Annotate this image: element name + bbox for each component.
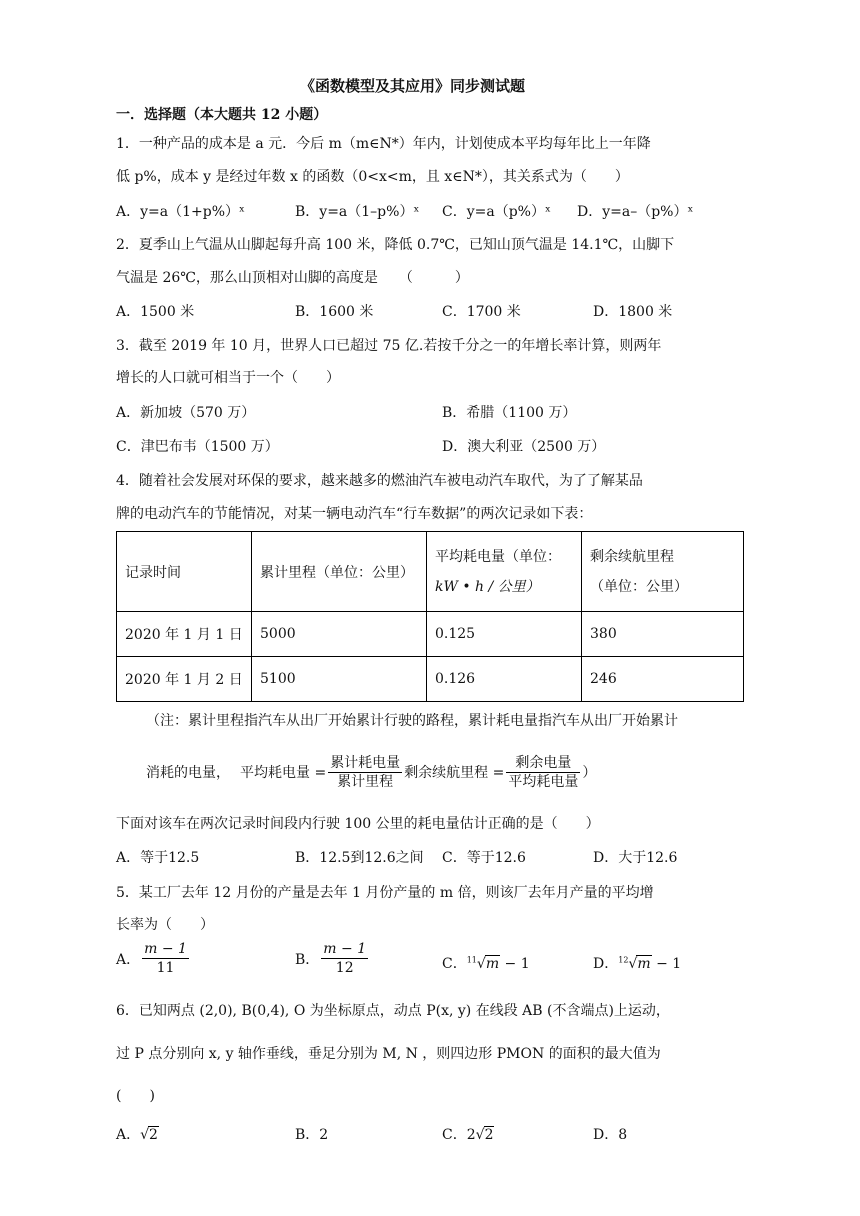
q2-option-d: D．1800 米 xyxy=(593,304,673,320)
table-cell: 380 xyxy=(582,612,744,657)
fraction-denominator: 12 xyxy=(335,960,354,976)
q2-line2: 气温是 26℃，那么山顶相对山脚的高度是 （ ） xyxy=(116,270,469,286)
table-cell: 246 xyxy=(582,657,744,702)
q6-option-c xyxy=(442,1124,494,1144)
q3-option-c: C．津巴布韦（1500 万） xyxy=(116,439,279,455)
table-header-line: （单位：公里） xyxy=(590,578,688,595)
radicand: m xyxy=(485,956,500,972)
option-label: B． xyxy=(295,951,320,968)
table-header-cell xyxy=(427,532,582,612)
table-header-cell xyxy=(582,532,744,612)
fraction-numerator: 剩余电量 xyxy=(506,754,580,773)
q1-option-c: C．y=a（p%）ˣ xyxy=(442,204,551,220)
table-header-cell: 记录时间 xyxy=(117,532,252,612)
table-cell: 0.126 xyxy=(427,657,582,702)
q5-line2: 长率为（ ） xyxy=(116,917,214,933)
q4-formula-line xyxy=(146,748,596,796)
q4-option-d: D．大于12.6 xyxy=(593,850,678,866)
q4-note-line1: （注：累计里程指汽车从出厂开始累计行驶的路程，累计耗电量指汽车从出厂开始累计 xyxy=(146,713,678,729)
q1-line1: 1．一种产品的成本是 a 元．今后 m（m∈N*）年内，计划使成本平均每年比上一年降 xyxy=(116,136,651,152)
option-fraction xyxy=(142,940,189,977)
q6-option-d: D．8 xyxy=(593,1127,628,1143)
option-label: D． xyxy=(593,956,619,972)
q3-line2: 增长的人口就可相当于一个（ ） xyxy=(116,370,340,386)
fraction-denominator: 累计里程 xyxy=(337,773,394,790)
q6-line1: 6．已知两点 (2,0), B(0,4), O 为坐标原点，动点 P(x, y) 在线段 AB (不含端点)上运动， xyxy=(116,1003,670,1019)
q4-option-c: C．等于12.6 xyxy=(442,850,526,866)
q5-option-a xyxy=(116,940,191,977)
table-header-line: kW • h / 公里） xyxy=(435,578,540,595)
q3-option-b: B．希腊（1100 万） xyxy=(442,405,577,421)
fraction-denominator: 11 xyxy=(156,960,175,976)
q5-option-c xyxy=(442,953,530,973)
q5-option-b xyxy=(295,940,370,977)
q6-option-a xyxy=(116,1124,159,1144)
table-cell: 0.125 xyxy=(427,612,582,657)
formula-lhs: 平均耗电量 = xyxy=(240,765,327,781)
formula-lhs: 剩余续航里程 = xyxy=(404,765,505,781)
q4-line3: 下面对该车在两次记录时间段内行驶 100 公里的耗电量估计正确的是（ ） xyxy=(116,816,600,832)
radical-sign: √ xyxy=(476,956,486,972)
option-label: C． xyxy=(442,1127,467,1143)
q1-option-a: A．y=a（1+p%）ˣ xyxy=(116,204,245,220)
q1-option-d: D．y=a–（p%）ˣ xyxy=(577,204,694,220)
q3-line1: 3．截至 2019 年 10 月，世界人口已超过 75 亿.若按千分之一的年增长率计算，则两年 xyxy=(116,338,662,354)
root-index: 12 xyxy=(618,955,629,965)
radical-sign: √ xyxy=(628,956,638,972)
q4-line1: 4．随着社会发展对环保的要求，越来越多的燃油汽车被电动汽车取代，为了了解某品 xyxy=(116,473,643,489)
q4-option-a: A．等于12.5 xyxy=(116,850,200,866)
formula-fraction xyxy=(328,754,402,791)
table-cell: 2020 年 1 月 1 日 xyxy=(117,612,252,657)
table-header-row xyxy=(117,532,744,612)
option-label: A． xyxy=(116,1127,141,1143)
q2-line1: 2．夏季山上气温从山脚起每升高 100 米，降低 0.7℃，已知山顶气温是 14.1℃，山脚下 xyxy=(116,237,675,253)
q4-note-prefix: 消耗的电量， xyxy=(146,765,230,781)
q4-note-suffix: ） xyxy=(582,765,597,781)
table-header-line: 剩余续航里程 xyxy=(590,548,674,565)
section-heading: 一．选择题（本大题共 12 小题） xyxy=(116,107,328,123)
q2-option-a: A．1500 米 xyxy=(116,304,195,320)
q4-line2: 牌的电动汽车的节能情况，对某一辆电动汽车“行车数据”的两次记录如下表： xyxy=(116,506,593,522)
q1-option-b: B．y=a（1–p%）ˣ xyxy=(295,204,420,220)
q5-line1: 5．某工厂去年 12 月份的产量是去年 1 月份产量的 m 倍，则该厂去年月产量的平均增 xyxy=(116,885,654,901)
radical-sign: √ xyxy=(475,1127,485,1143)
coefficient: 2 xyxy=(466,1127,476,1143)
q6-line2: 过 P 点分别向 x, y 轴作垂线，垂足分别为 M, N ，则四边形 PMON 的面积的最大值为 xyxy=(116,1046,661,1062)
q2-option-c: C．1700 米 xyxy=(442,304,521,320)
table-row xyxy=(117,657,744,702)
q3-option-d: D．澳大利亚（2500 万） xyxy=(442,439,606,455)
radicand: m xyxy=(637,956,651,972)
table-cell: 2020 年 1 月 2 日 xyxy=(117,657,252,702)
option-fraction xyxy=(321,940,368,977)
root-index: 11 xyxy=(466,955,477,965)
fraction-denominator: 平均耗电量 xyxy=(508,773,579,790)
q2-option-b: B．1600 米 xyxy=(295,304,374,320)
page-title: 《函数模型及其应用》同步测试题 xyxy=(300,77,526,95)
table-header-cell: 累计里程（单位：公里） xyxy=(252,532,427,612)
option-label: A． xyxy=(116,951,141,968)
q1-line2: 低 p%，成本 y 是经过年数 x 的函数（0<x<m，且 x∈N*），其关系式为（ ） xyxy=(116,169,629,185)
q4-option-b: B．12.5到12.6之间 xyxy=(295,850,424,866)
radicand: 2 xyxy=(149,1127,158,1143)
table-cell: 5000 xyxy=(252,612,427,657)
table-cell: 5100 xyxy=(252,657,427,702)
table-row xyxy=(117,612,744,657)
q6-line3: ( ) xyxy=(116,1088,155,1104)
fraction-numerator: 累计耗电量 xyxy=(330,754,401,771)
radical-sign: √ xyxy=(140,1127,150,1143)
q5-option-d xyxy=(593,953,681,973)
radicand: 2 xyxy=(484,1127,494,1143)
q6-option-b: B．2 xyxy=(295,1127,329,1143)
fraction-numerator: m − 1 xyxy=(144,941,187,957)
table-header-line: 平均耗电量（单位： xyxy=(435,548,561,565)
q3-option-a: A．新加坡（570 万） xyxy=(116,405,256,421)
fraction-numerator: m − 1 xyxy=(323,941,367,957)
option-tail: − 1 xyxy=(500,956,530,972)
option-tail: − 1 xyxy=(651,956,682,972)
formula-fraction xyxy=(506,754,580,791)
driving-record-table xyxy=(116,531,744,702)
option-label: C． xyxy=(442,956,467,972)
